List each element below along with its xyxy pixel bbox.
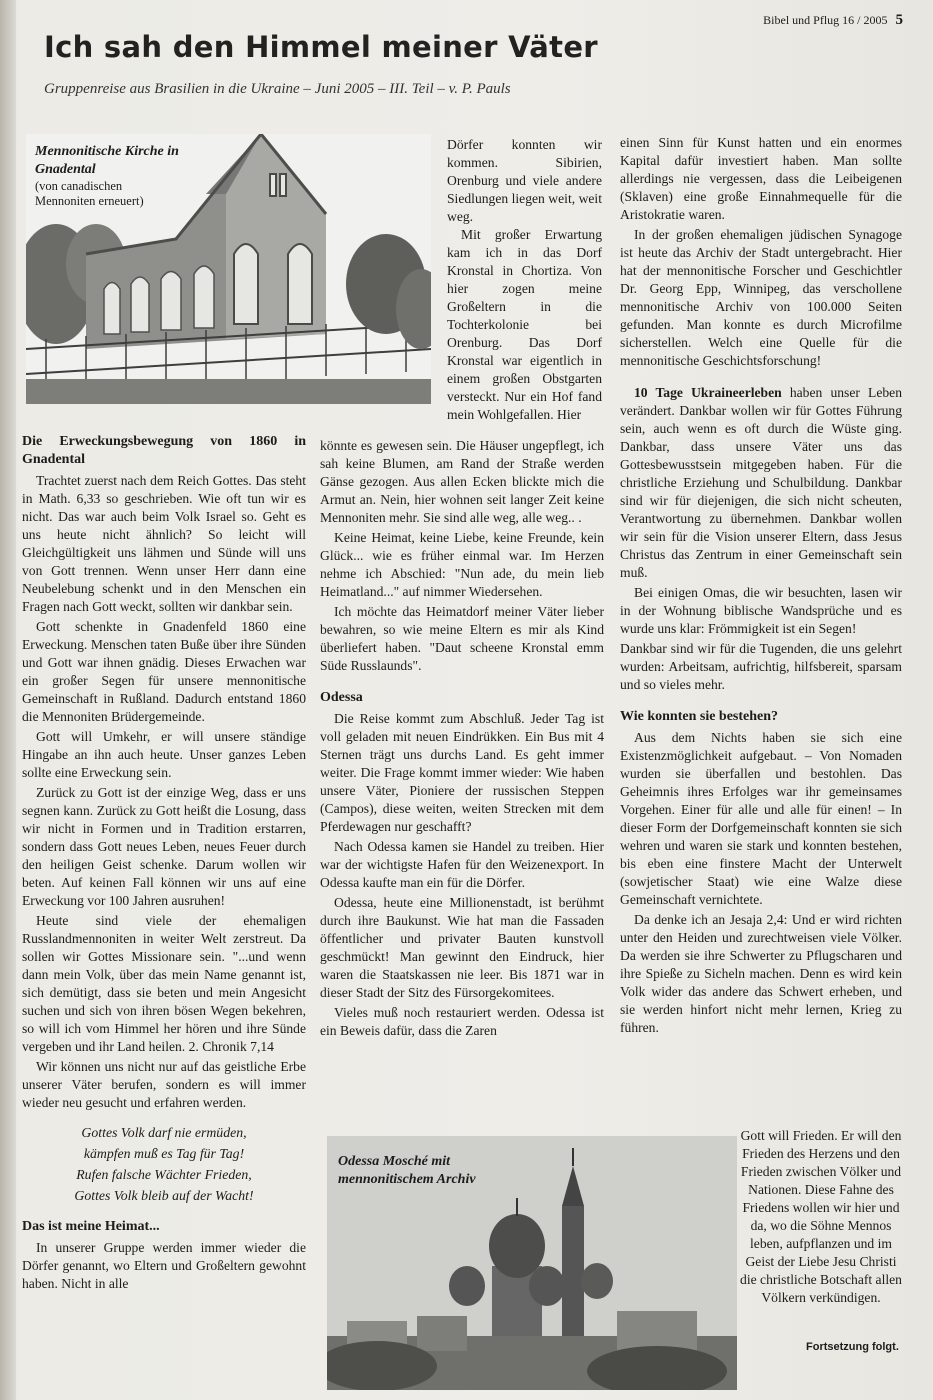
paragraph: Wir können uns nicht nur auf das geistliche Erbe unserer Väter berufen, sondern es will immer wieder neu gesucht und erfahren werden. — [22, 1059, 306, 1110]
page-spine — [0, 0, 16, 1400]
paragraph: Heute sind viele der ehemaligen Russlandmennoniten in weiter Welt zerstreut. Da sollen wir Gottes Missionare sein. "...und wenn dann mein Volk, über das mein Name genannt ist, sich demütigt, dass sie beten und mein Angesicht suchen und sich von ihren bösen Wegen bekehren, so will ich vom Himmel her hören und ihre Sünde vergeben und ihr Land heilen. 2. Chronik 7,14 — [22, 913, 306, 1054]
paragraph: Keine Heimat, keine Liebe, keine Freunde, kein Glück... wie es früher einmal war. Im Herzen nehme ich Abschied: "Nun ade, du mein lieb Heimatland..." auf nimmer Wiedersehen. — [320, 530, 604, 599]
paragraph: Zurück zu Gott ist der einzige Weg, dass er uns segnen kann. Zurück zu Gott heißt die Losung, dass wir nicht in Formen und in Tradition erstarren, sondern dass Gott neues Leben, neues Feuer durch den heiligen Geist schenke. Darum wollen wir beten. Auf keinen Fall können wir uns auf eine Erweckung vor 100 Jahren ausruhen! — [22, 785, 306, 908]
paragraph: Da denke ich an Jesaja 2,4: Und er wird richten unter den Heiden und zurechtweisen viele Völker. Da werden sie ihre Schwerter zu Pflugscharen und ihre Spieße zu Sicheln machen. Denn es wird kein Volk wider das andere das Schwert erheben, und sie werden hinfort nicht mehr lernen, Krieg zu führen. — [620, 912, 902, 1035]
section-heading-erweckung: Die Erweckungsbewegung von 1860 in Gnadental — [22, 434, 306, 467]
paragraph: Gott schenkte in Gnadenfeld 1860 eine Erweckung. Menschen taten Buße über ihre Sünden und Gott war ihnen gnädig. Dieses Erwachen war ein großer Segen für unsere mennonitische Gemeinschaft in Rußland. Dadurch entstand 1860 die Mennoniten Brüdergemeinde. — [22, 619, 306, 724]
column-2-top — [447, 136, 602, 424]
article-subtitle: Gruppenreise aus Brasilien in die Ukraine – Juni 2005 – III. Teil – v. P. Pauls — [44, 81, 511, 97]
paragraph: Nach Odessa kamen sie Handel zu treiben. Hier war der wichtigste Hafen für den Weizenexport. In Odessa kaufte man ein für die Dörfer. — [320, 839, 604, 890]
paragraph: einen Sinn für Kunst hatten und ein enormes Kapital dafür investiert haben. Man sollte allerdings nie vergessen, dass die Leibeigenen (Sklaven) eine große Einnahmequelle für die Aristokratie waren. — [620, 135, 902, 222]
paragraph: Die Reise kommt zum Abschluß. Jeder Tag ist voll geladen mit neuen Eindrükken. Ein Bus mit 4 Sternen trägt uns durchs Land. Es geht immer weiter. Die Frage kommt immer wieder: Wie haben unsere Väter, Pioniere der russischen Steppen (Campos), diese weiten, weiten Strecken mit dem Pferdewagen nur geschafft? — [320, 711, 604, 834]
paragraph: Dörfer konnten wir kommen. Sibirien, Orenburg und viele andere Siedlungen liegen weit, weit weg. — [447, 137, 602, 224]
section-heading-bestehen: Wie konnten sie bestehen? — [620, 709, 779, 724]
bold-lead: 10 Tage Ukraineerleben — [634, 385, 782, 400]
odessa-photo-caption — [338, 1153, 508, 1189]
running-header — [763, 12, 903, 29]
paragraph: Gott will Umkehr, er will unsere ständige Hingabe an ihn auch heute. Unser ganzes Leben sollte eine Erweckung sein. — [22, 729, 306, 780]
article-title: Ich sah den Himmel meiner Väter — [44, 30, 598, 64]
paragraph: Bei einigen Omas, die wir besuchten, lasen wir in der Wohnung biblische Wandsprüche und es wurde uns klar: Frömmigkeit ist ein Segen! — [620, 585, 902, 636]
paragraph: Aus dem Nichts haben sie sich eine Existenzmöglichkeit aufgebaut. – Von Nomaden wurden sie überfallen und bestohlen. Das Geheimnis ihres Erfolges war ihr gemeinsames Vorgehen. Einer für alle und alle für einen! – In dieser Form der Dorfgemeinschaft konnten sie sich wehren und waren sie stark und konnten bestehen, bis eben eine finstere Macht der Unterwelt (sowjetischer Staat) wie eine Walze diese Gemeinschaft vernichtete. — [620, 730, 902, 907]
paragraph: In unserer Gruppe werden immer wieder die Dörfer genannt, wo Eltern und Großeltern gewohnt haben. Nicht in alle — [22, 1240, 306, 1291]
church-photo-caption — [35, 143, 205, 209]
section-heading-heimat: Das ist meine Heimat... — [22, 1219, 160, 1234]
paragraph: Ich möchte das Heimatdorf meiner Väter lieber bewahren, so wie meine Eltern es mir als Kind überliefert haben. "Daut scheene Kronstal emm Süde Russlaunds". — [320, 604, 604, 673]
page-number: 5 — [895, 12, 903, 28]
paragraph: Odessa, heute eine Millionenstadt, ist berühmt durch ihre Baukunst. Wie hat man die Fassaden öffentlicher und privater Bauten kunstvoll geschmückt! Man gewinnt den Eindruck, hier waren die Staatskassen nie leer. Bis 1871 war in dieser Stadt der Sitz des Fürsorgekomitees. — [320, 895, 604, 1000]
paragraph: Gott will Frieden. Er will den Frieden des Herzens und den Frieden zwischen Völker und Nationen. Diese Fahne des Friedens wollen wir hier und da, wo die Söhne Mennos leben, aufpflanzen und im Geist der Liebe Jesu Christi die christliche Botschaft allen Völkern verkündigen. — [740, 1128, 902, 1305]
paragraph: In der großen ehemaligen jüdischen Synagoge ist heute das Archiv der Stadt untergebracht. Hier hat der mennonitische Forscher und Geschichtler Dr. Georg Epp, Winnipeg, das verschollene mennonitische Archiv von 100.000 Seiten gefunden. Man konnte es durch Microfilme sicherstellen. Welch eine Quelle für die mennonitische Geschichtsforschung! — [620, 227, 902, 368]
church-caption-note: (von canadischen Mennoniten erneuert) — [35, 179, 144, 208]
column-3 — [620, 134, 902, 1039]
odessa-caption-title: Odessa Mosché mit mennonitischem Archiv — [338, 1154, 476, 1187]
paragraph: könnte es gewesen sein. Die Häuser ungepflegt, ich sah keine Blumen, am Rand der Straße werden Gänse gezogen. Aus allen Ecken blickte mich die Armut an. Nein, hier wohnen seit langer Zeit keine Mennoniten mehr. Sie sind alle weg, alle weg.. . — [320, 438, 604, 525]
paragraph: Dankbar sind wir für die Tugenden, die uns gelehrt wurden: Arbeitsam, aufrichtig, hilfsbereit, sparsam und so vieles mehr. — [620, 641, 902, 692]
paragraph-text: haben unser Leben verändert. Dankbar wollen wir für Gottes Führung sein, auch wenn es oft durch die Wüste ging. Dankbar, dass unsere Väter uns das Gottesbewusstsein mitgegeben haben. Für die christliche Erziehung und Schulbildung. Dankbar sind wir für diejenigen, die sich nicht scheuten, Verantwortung zu übernehmen. Dankbar wollen wir sein für die Vision unserer Eltern, dass Jesus Christus das Zentrum in einer Gemeinschaft sein muß. — [620, 385, 903, 580]
continued-note: Fortsetzung folgt. — [806, 1341, 899, 1353]
running-title: Bibel und Pflug 16 / 2005 — [763, 13, 888, 27]
paragraph: Trachtet zuerst nach dem Reich Gottes. Das steht in Math. 6,33 so geschrieben. Wie oft tun wir es nicht. Das war auch beim Volk Israel so. Geht es uns heute nicht ähnlich? So leicht will Gleichgültigkeit uns lähmen und Sünde will uns von Gott trennen. Wenn unser Herr dann eine Neubelebung schenkt und in den Menschen ein Fragen nach Gott weckt, sollten wir dankbar sein. — [22, 473, 306, 614]
column-1 — [22, 425, 306, 1295]
paragraph — [620, 384, 902, 582]
poem — [22, 1122, 306, 1206]
poem-line: Gottes Volk bleib auf der Wacht! — [74, 1188, 254, 1203]
column-3-bottom — [736, 1127, 906, 1307]
column-2 — [320, 437, 604, 1042]
paragraph: Vieles muß noch restauriert werden. Odessa ist ein Beweis dafür, dass die Zaren — [320, 1005, 604, 1038]
paragraph: Mit großer Erwartung kam ich in das Dorf Kronstal in Chortiza. Von hier zogen meine Großeltern in die Tochterkolonie bei Orenburg. Das Dorf Kronstal war eigentlich in einem großen Obstgarten versteckt. Nur ein Hof fand mein Wohlgefallen. Hier — [447, 227, 602, 422]
poem-line: Gottes Volk darf nie ermüden, — [81, 1125, 247, 1140]
church-caption-title: Mennonitische Kirche in Gnadental — [35, 144, 179, 177]
poem-line: Rufen falsche Wächter Frieden, — [76, 1167, 252, 1182]
section-heading-odessa: Odessa — [320, 690, 363, 705]
poem-line: kämpfen muß es Tag für Tag! — [83, 1146, 245, 1161]
